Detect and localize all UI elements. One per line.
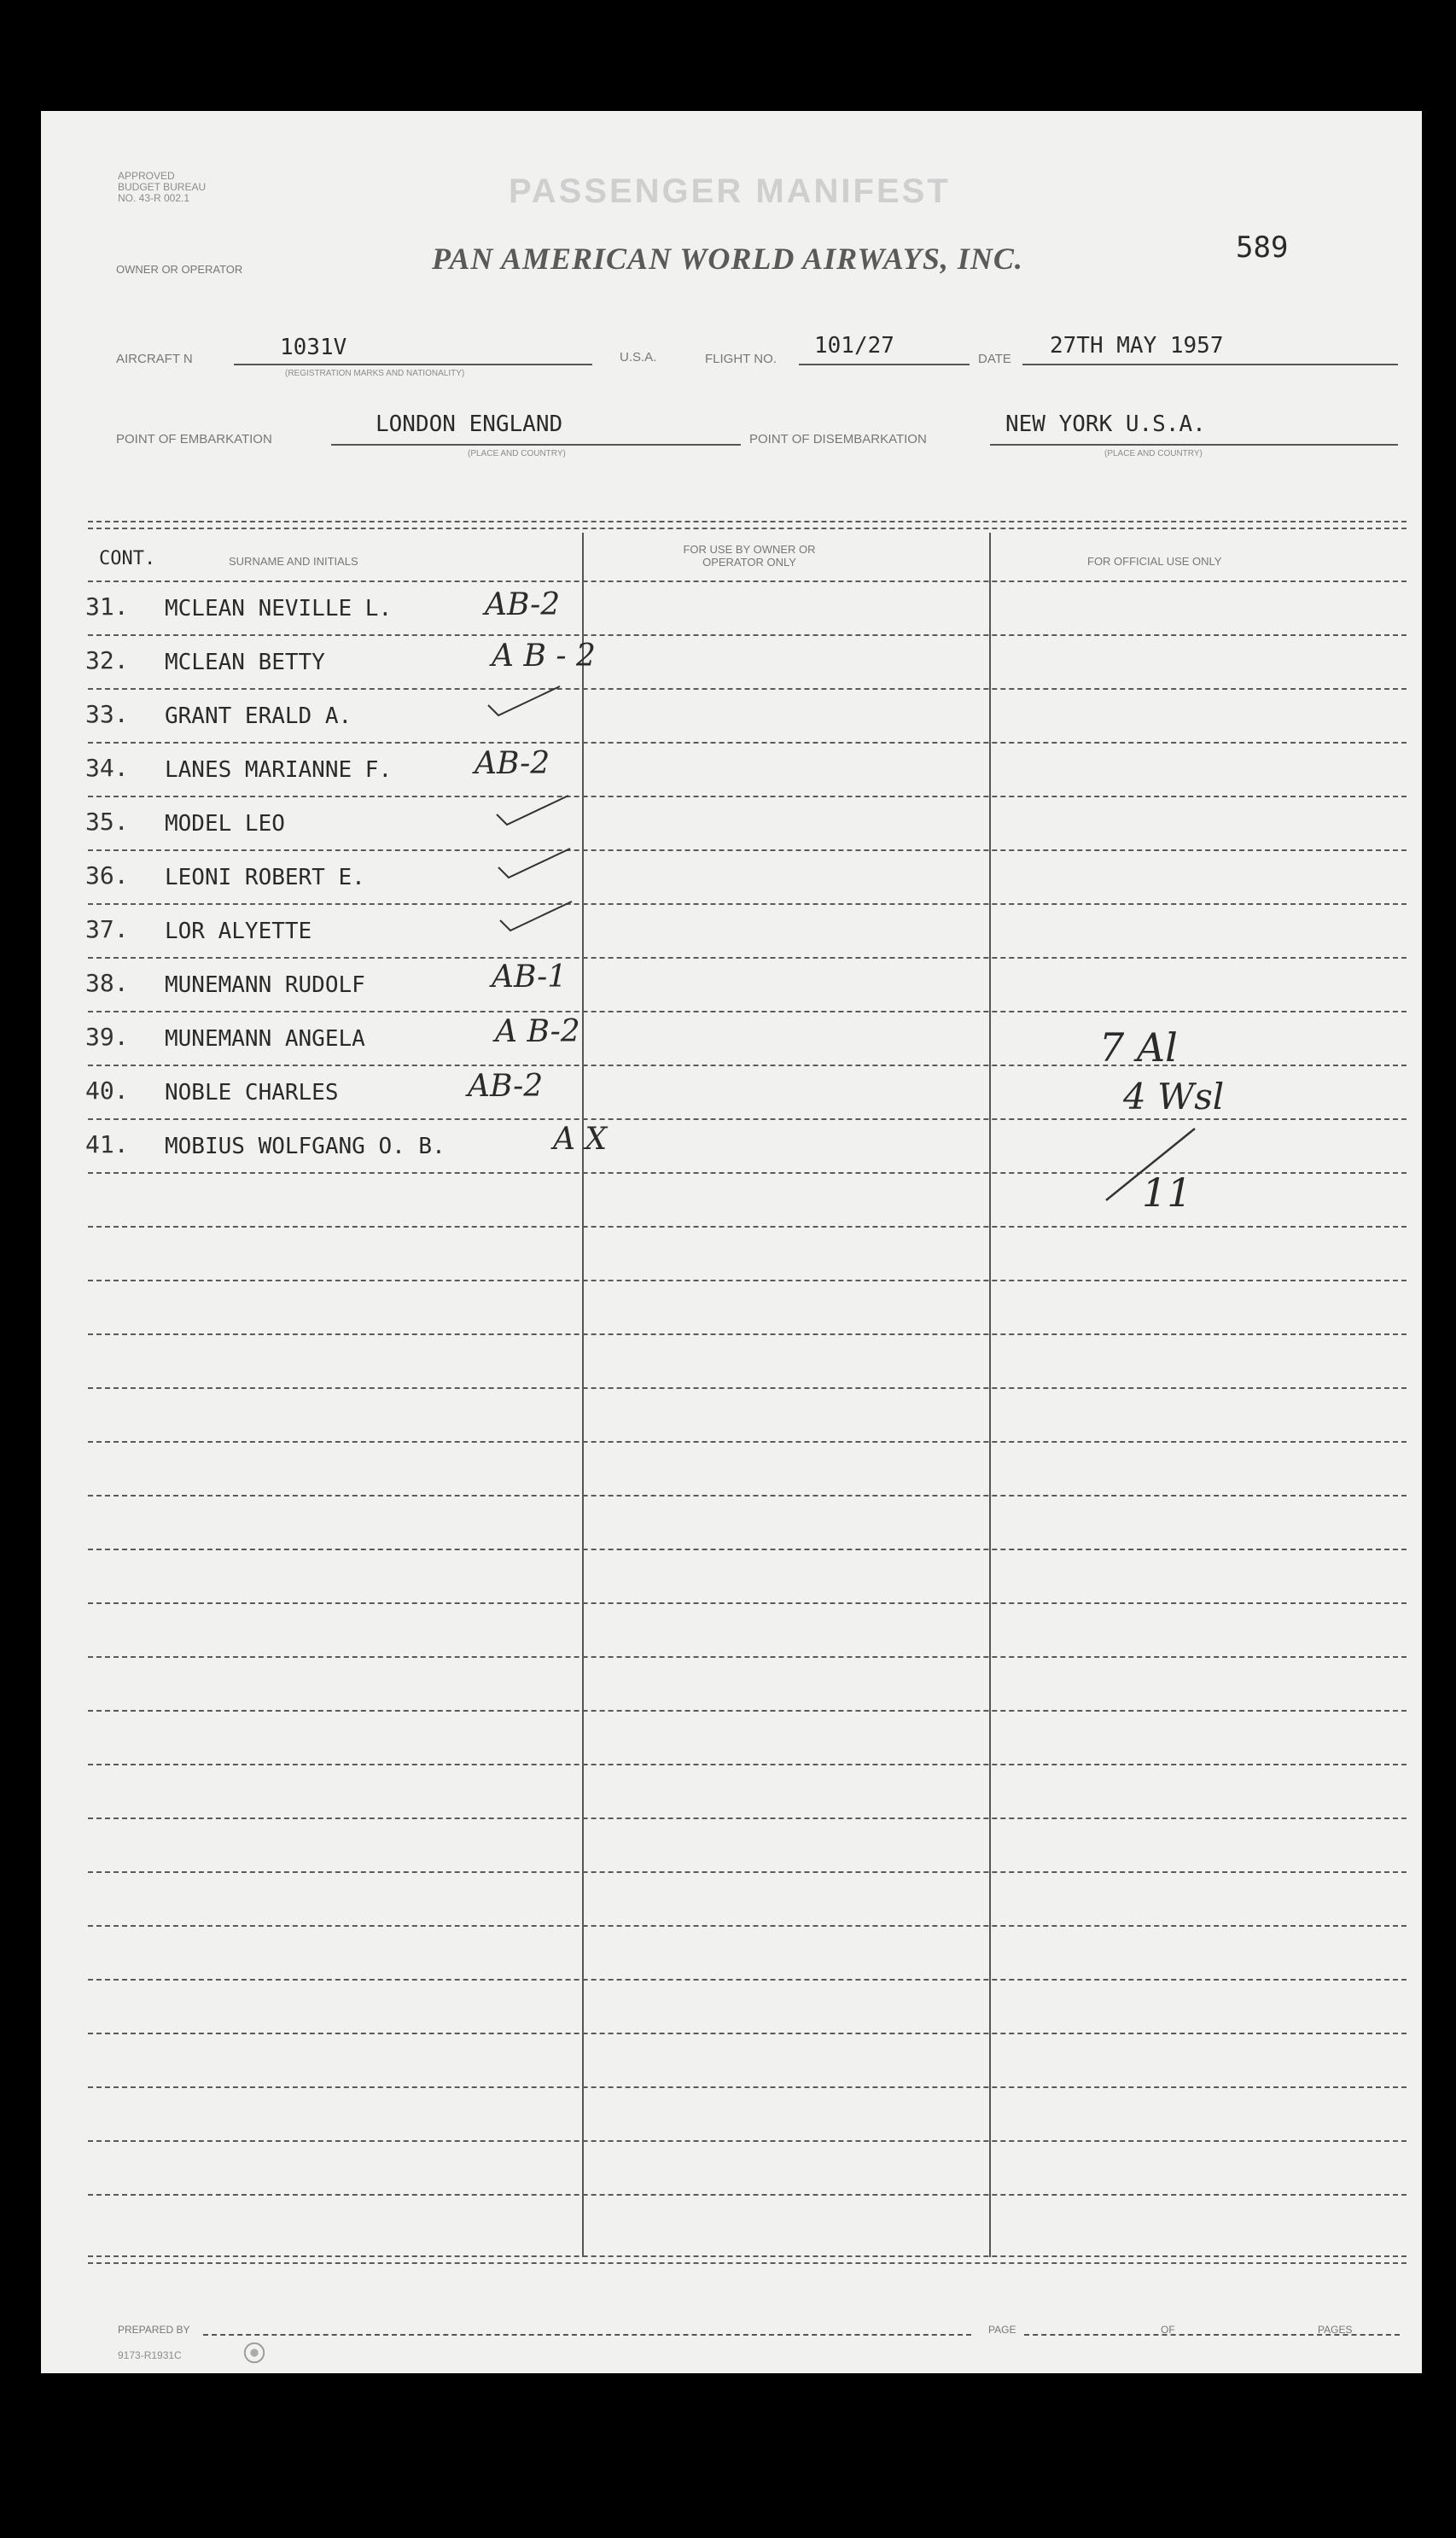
aircraft-label: AIRCRAFT N bbox=[116, 352, 193, 366]
row-rule-bottom2 bbox=[88, 2262, 1406, 2264]
disembark-value: NEW YORK U.S.A. bbox=[1005, 411, 1206, 437]
row-number: 34. bbox=[85, 754, 129, 782]
page-underline bbox=[1024, 2334, 1400, 2336]
row-rule bbox=[88, 1495, 1406, 1497]
row-number: 36. bbox=[85, 861, 129, 890]
row-rule bbox=[88, 581, 1406, 582]
handwritten-mark: AB-2 bbox=[475, 746, 550, 781]
row-rule bbox=[88, 688, 1406, 690]
flight-number: 101/27 bbox=[814, 333, 894, 359]
passenger-name: NOBLE CHARLES bbox=[165, 1080, 339, 1106]
row-rule bbox=[88, 1011, 1406, 1012]
row-rule bbox=[88, 2086, 1406, 2088]
row-rule bbox=[88, 1871, 1406, 1873]
row-rule bbox=[88, 903, 1406, 905]
disembark-sublabel: (PLACE AND COUNTRY) bbox=[1104, 449, 1203, 458]
approved-line: BUDGET BUREAU bbox=[118, 181, 207, 193]
row-rule bbox=[88, 1656, 1406, 1658]
passenger-name: MODEL LEO bbox=[165, 811, 285, 837]
manifest-sheet bbox=[41, 111, 1422, 2373]
row-rule bbox=[88, 1065, 1406, 1066]
aircraft-value: 1031V bbox=[280, 335, 347, 360]
prepared-by-label: PREPARED BY bbox=[118, 2324, 190, 2336]
tally-line-1: 7 Al bbox=[1099, 1024, 1178, 1071]
row-rule bbox=[88, 1602, 1406, 1604]
passenger-name: LANES MARIANNE F. bbox=[165, 757, 393, 783]
tally-total: 11 bbox=[1142, 1170, 1192, 1216]
passenger-name: MUNEMANN ANGELA bbox=[165, 1026, 365, 1052]
col-header-owner-use: FOR USE BY OWNER OR OPERATOR ONLY bbox=[683, 543, 816, 569]
passenger-name: MCLEAN BETTY bbox=[165, 650, 325, 675]
aircraft-underline bbox=[234, 364, 592, 365]
tally-line-2: 4 Wsl bbox=[1123, 1076, 1225, 1117]
flight-date: 27TH MAY 1957 bbox=[1050, 333, 1224, 359]
col-header-surname: SURNAME AND INITIALS bbox=[229, 555, 358, 568]
row-number: 38. bbox=[85, 969, 129, 997]
checkmark-icon bbox=[497, 900, 574, 934]
row-number: 31. bbox=[85, 592, 129, 621]
nationality-label: U.S.A. bbox=[620, 350, 657, 365]
checkmark-icon bbox=[493, 794, 570, 828]
row-rule bbox=[88, 1172, 1406, 1174]
row-rule bbox=[88, 957, 1406, 959]
row-rule bbox=[88, 849, 1406, 851]
row-rule bbox=[88, 1925, 1406, 1927]
row-number: 41. bbox=[85, 1130, 129, 1158]
passenger-name: MUNEMANN RUDOLF bbox=[165, 972, 365, 998]
row-number: 37. bbox=[85, 915, 129, 943]
handwritten-mark: AB-1 bbox=[492, 960, 568, 995]
row-rule bbox=[88, 796, 1406, 797]
embark-label: POINT OF EMBARKATION bbox=[116, 432, 272, 446]
row-rule bbox=[88, 1710, 1406, 1712]
page-label: PAGE bbox=[988, 2324, 1016, 2336]
row-number: 40. bbox=[85, 1076, 129, 1105]
prepared-by-underline bbox=[203, 2334, 971, 2336]
row-rule bbox=[88, 1979, 1406, 1981]
owner-label: OWNER OR OPERATOR bbox=[116, 263, 243, 276]
row-number: 35. bbox=[85, 808, 129, 836]
row-rule bbox=[88, 1118, 1406, 1120]
embark-value: LONDON ENGLAND bbox=[376, 411, 563, 437]
approved-line: NO. 43-R 002.1 bbox=[118, 192, 190, 204]
row-rule bbox=[88, 634, 1406, 636]
row-rule bbox=[88, 2194, 1406, 2196]
pages-label: PAGES bbox=[1318, 2324, 1353, 2336]
passenger-name: LOR ALYETTE bbox=[165, 919, 312, 944]
row-number: 39. bbox=[85, 1023, 129, 1051]
operator-name: PAN AMERICAN WORLD AIRWAYS, INC. bbox=[432, 242, 1023, 276]
row-rule bbox=[88, 742, 1406, 744]
of-label: OF bbox=[1161, 2324, 1175, 2336]
row-rule bbox=[88, 1333, 1406, 1335]
passenger-name: GRANT ERALD A. bbox=[165, 703, 352, 729]
col-header-cont: CONT. bbox=[99, 548, 156, 569]
checkmark-icon bbox=[495, 847, 572, 881]
embark-sublabel: (PLACE AND COUNTRY) bbox=[468, 449, 566, 458]
aircraft-sublabel: (REGISTRATION MARKS AND NATIONALITY) bbox=[285, 369, 465, 378]
row-rule bbox=[88, 1764, 1406, 1765]
header-rule-top bbox=[88, 521, 1406, 522]
column-divider-1 bbox=[582, 533, 584, 2257]
approved-line: APPROVED bbox=[118, 170, 175, 182]
checkmark-icon bbox=[485, 685, 562, 719]
form-title: PASSENGER MANIFEST bbox=[509, 172, 951, 210]
row-rule bbox=[88, 1549, 1406, 1550]
column-divider-2 bbox=[989, 533, 991, 2257]
date-underline bbox=[1022, 364, 1398, 365]
row-number: 33. bbox=[85, 700, 129, 728]
row-rule bbox=[88, 1280, 1406, 1281]
col-header-official-use: FOR OFFICIAL USE ONLY bbox=[1087, 555, 1222, 568]
handwritten-mark: A B - 2 bbox=[492, 639, 596, 674]
header-rule-top2 bbox=[88, 528, 1406, 529]
row-number: 32. bbox=[85, 646, 129, 674]
date-label: DATE bbox=[978, 352, 1011, 366]
passenger-name: MOBIUS WOLFGANG O. B. bbox=[165, 1134, 446, 1159]
embark-underline bbox=[331, 444, 741, 446]
union-seal-icon bbox=[242, 2341, 266, 2365]
row-rule bbox=[88, 1441, 1406, 1443]
passenger-name: LEONI ROBERT E. bbox=[165, 865, 365, 890]
handwritten-mark: A B-2 bbox=[495, 1014, 580, 1049]
row-rule bbox=[88, 2033, 1406, 2034]
handwritten-mark: AB-2 bbox=[468, 1069, 544, 1104]
handwritten-mark: A X bbox=[553, 1122, 608, 1157]
row-rule bbox=[88, 1226, 1406, 1228]
disembark-underline bbox=[990, 444, 1398, 446]
form-number: 9173-R1931C bbox=[118, 2349, 182, 2361]
approved-block bbox=[118, 171, 206, 204]
disembark-label: POINT OF DISEMBARKATION bbox=[749, 432, 927, 446]
row-rule bbox=[88, 2140, 1406, 2142]
row-rule bbox=[88, 1387, 1406, 1389]
passenger-name: MCLEAN NEVILLE L. bbox=[165, 596, 393, 621]
row-rule bbox=[88, 1817, 1406, 1819]
handwritten-mark: AB-2 bbox=[485, 587, 561, 622]
row-rule-bottom bbox=[88, 2255, 1406, 2257]
flight-underline bbox=[799, 364, 970, 365]
page-number: 589 bbox=[1236, 230, 1289, 265]
flight-label: FLIGHT NO. bbox=[705, 352, 777, 366]
